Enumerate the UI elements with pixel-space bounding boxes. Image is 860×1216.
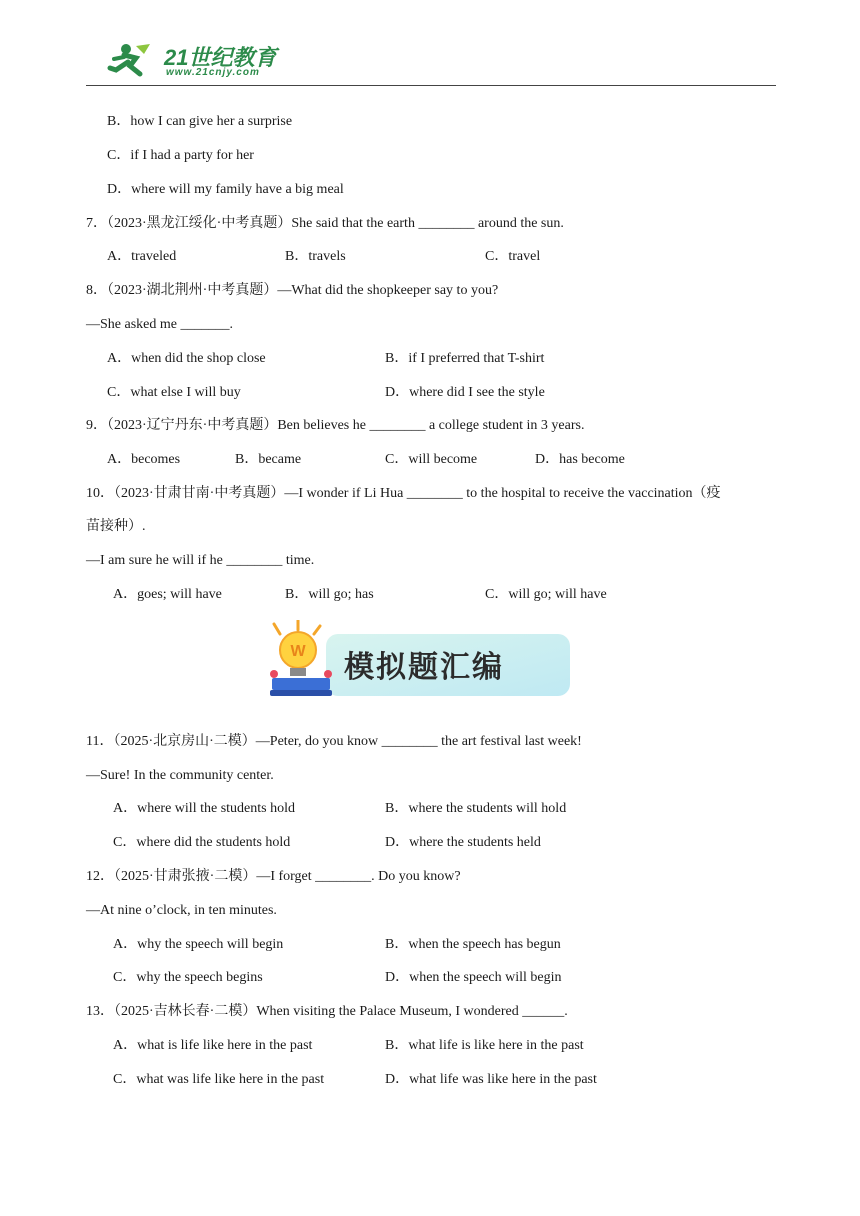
q7-option-c: C．travel	[485, 249, 541, 264]
q12-option-d: D．when the speech will begin	[385, 970, 562, 985]
q10-option-c: C．will go; will have	[485, 587, 607, 602]
q10-stem: 10．（2023·甘肃甘南·中考真题）—I wonder if Li Hua ________ to the hospital to receive the vaccination（疫	[86, 486, 721, 501]
q12-option-c: C．why the speech begins	[113, 970, 263, 985]
q10-stem-answer: —I am sure he will if he ________ time.	[86, 553, 315, 568]
q13-option-d: D．what life was like here in the past	[385, 1072, 597, 1087]
header-divider	[86, 85, 776, 86]
q11-option-d: D．where the students held	[385, 835, 541, 850]
q7-option-b: B．travels	[285, 249, 346, 264]
q7-option-a: A．traveled	[107, 249, 177, 264]
q13-option-a: A．what is life like here in the past	[113, 1038, 313, 1053]
q6-option-c: C．if I had a party for her	[107, 148, 254, 163]
logo	[106, 40, 306, 84]
q12-option-a: A．why the speech will begin	[113, 937, 284, 952]
q11-stem: 11．（2025·北京房山·二模）—Peter, do you know ________ the art festival last week!	[86, 734, 582, 749]
q9-option-b: B．became	[235, 452, 302, 467]
banner-title: 模拟题汇编	[344, 650, 504, 685]
q8-option-d: D．where did I see the style	[385, 385, 545, 400]
svg-text:W: W	[290, 643, 306, 660]
runner-logo-icon	[106, 40, 166, 84]
logo-url: www.21cnjy.com	[166, 67, 260, 78]
q9-stem: 9．（2023·辽宁丹东·中考真题）Ben believes he ________ a college student in 3 years.	[86, 418, 585, 433]
q10-option-b: B．will go; has	[285, 587, 374, 602]
logo-text: 21世纪教育	[164, 45, 277, 70]
q7-stem: 7．（2023·黑龙江绥化·中考真题）She said that the earth ________ around the sun.	[86, 216, 564, 231]
q12-stem: 12．（2025·甘肃张掖·二模）—I forget ________. Do you know?	[86, 869, 461, 884]
q11-option-a: A．where will the students hold	[113, 801, 295, 816]
q9-option-d: D．has become	[535, 452, 625, 467]
q10-option-a: A．goes; will have	[113, 587, 222, 602]
q12-option-b: B．when the speech has begun	[385, 937, 561, 952]
section-banner	[262, 620, 574, 702]
q8-option-a: A．when did the shop close	[107, 351, 266, 366]
q8-option-b: B．if I preferred that T-shirt	[385, 351, 545, 366]
q11-stem-answer: —Sure! In the community center.	[86, 768, 274, 783]
page-header	[86, 38, 776, 86]
q9-option-a: A．becomes	[107, 452, 181, 467]
q9-option-c: C．will become	[385, 452, 478, 467]
q12-stem-answer: —At nine o’clock, in ten minutes.	[86, 903, 277, 918]
q13-stem: 13．（2025·吉林长春·二模）When visiting the Palace Museum, I wondered ______.	[86, 1004, 568, 1019]
q8-option-c: C．what else I will buy	[107, 385, 241, 400]
q8-stem: 8．（2023·湖北荆州·中考真题）—What did the shopkeeper say to you?	[86, 283, 499, 298]
q10-stem-continued: 苗接种）.	[86, 519, 146, 534]
q13-option-c: C．what was life like here in the past	[113, 1072, 325, 1087]
q11-option-c: C．where did the students hold	[113, 835, 291, 850]
q6-option-d: D．where will my family have a big meal	[107, 182, 344, 197]
q6-option-b: B．how I can give her a surprise	[107, 114, 293, 129]
q13-option-b: B．what life is like here in the past	[385, 1038, 584, 1053]
q11-option-b: B．where the students will hold	[385, 801, 567, 816]
q8-stem-answer: —She asked me _______.	[86, 317, 233, 332]
